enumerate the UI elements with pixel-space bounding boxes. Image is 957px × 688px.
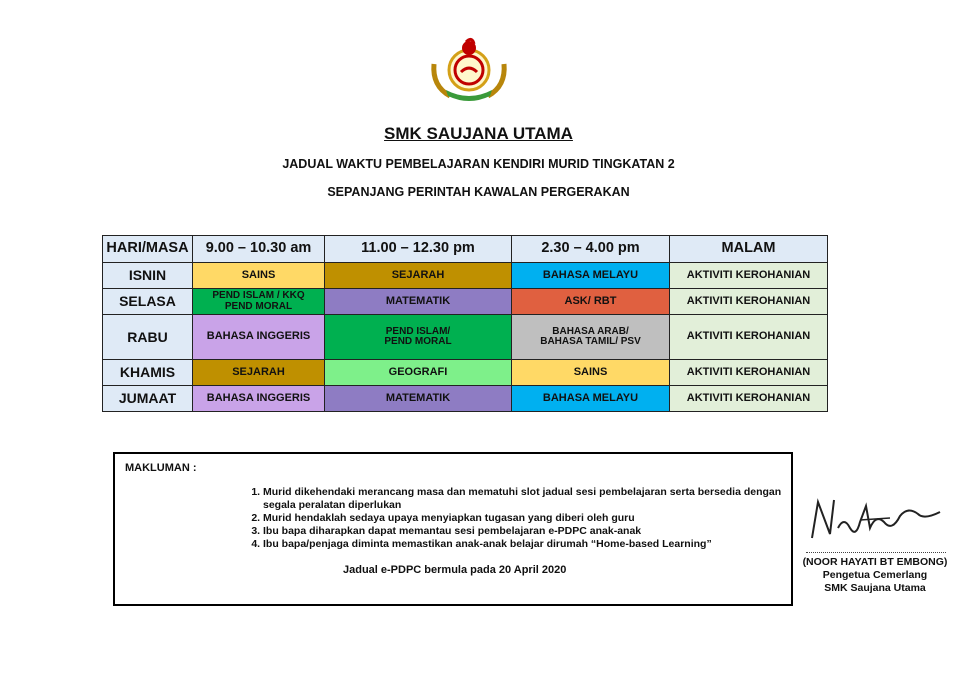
timetable-row xyxy=(103,360,828,386)
subject-cell xyxy=(193,360,325,386)
subject-cell xyxy=(512,289,670,315)
signatory-block xyxy=(795,556,955,595)
day-cell: JUMAAT xyxy=(103,386,193,412)
subject-cell xyxy=(325,263,512,289)
subject-cell xyxy=(670,386,828,412)
notice-item: 4. Ibu bapa/penjaga diminta memastikan anak-anak belajar dirumah “Home-based Learning” xyxy=(263,538,783,551)
principal-signature xyxy=(800,488,948,548)
notice-item: 3. Ibu bapa diharapkan dapat memantau sesi pembelajaran e-PDPC anak-anak xyxy=(263,525,783,538)
timetable-body xyxy=(103,263,828,412)
notice-box xyxy=(113,452,793,606)
subject-label: BAHASA INGGERIS xyxy=(206,391,311,404)
subject-label: ASK/ RBT xyxy=(564,294,617,307)
subject-label: BAHASA MELAYU xyxy=(542,268,639,281)
subject-label: GEOGRAFI xyxy=(388,365,448,378)
subject-cell xyxy=(670,263,828,289)
subject-cell xyxy=(670,315,828,360)
subject-label: AKTIVITI KEROHANIAN xyxy=(686,330,811,343)
day-cell: ISNIN xyxy=(103,263,193,289)
signatory-title: Pengetua Cemerlang xyxy=(822,569,928,581)
notice-title: MAKLUMAN : xyxy=(125,462,197,474)
subject-cell xyxy=(325,360,512,386)
subject-cell xyxy=(325,315,512,360)
subject-cell xyxy=(512,360,670,386)
subject-cell xyxy=(193,263,325,289)
day-cell: KHAMIS xyxy=(103,360,193,386)
subject-label: BAHASA INGGERIS xyxy=(206,330,311,343)
subject-label: SAINS xyxy=(573,365,608,378)
timetable xyxy=(102,235,828,412)
signature-line xyxy=(806,552,946,553)
subject-label: PEND ISLAM / KKQ xyxy=(212,290,305,301)
header-day-time: HARI/MASA xyxy=(103,236,193,263)
subject-cell xyxy=(670,289,828,315)
subject-cell xyxy=(670,360,828,386)
notice-item: 1. Murid dikehendaki merancang masa dan mematuhi slot jadual sesi pembelajaran serta bersedia dengan segala peralatan diperlukan xyxy=(263,486,783,512)
timetable-row xyxy=(103,289,828,315)
subject-cell xyxy=(512,315,670,360)
notice-item: 2. Murid hendaklah sedaya upaya menyiapkan tugasan yang diberi oleh guru xyxy=(263,512,783,525)
day-cell: RABU xyxy=(103,315,193,360)
subject-label: BAHASA MELAYU xyxy=(542,391,639,404)
subject-label: PEND MORAL xyxy=(224,300,293,312)
header-slot-2: 11.00 – 12.30 pm xyxy=(325,236,512,263)
signatory-name: (NOOR HAYATI BT EMBONG) xyxy=(802,556,948,568)
subject-label: BAHASA TAMIL/ PSV xyxy=(540,336,641,347)
subject-cell xyxy=(512,263,670,289)
timetable-header-row xyxy=(103,236,828,263)
subject-cell xyxy=(193,289,325,315)
subject-label: PEND ISLAM/ xyxy=(385,325,451,337)
header-slot-3: 2.30 – 4.00 pm xyxy=(512,236,670,263)
header-slot-1: 9.00 – 10.30 am xyxy=(193,236,325,263)
notice-list xyxy=(239,486,783,551)
subject-label: SEJARAH xyxy=(232,365,285,378)
timetable-row xyxy=(103,315,828,360)
subject-cell xyxy=(193,315,325,360)
subject-label: AKTIVITI KEROHANIAN xyxy=(686,268,811,281)
subject-label: SAINS xyxy=(241,268,276,281)
day-cell: SELASA xyxy=(103,289,193,315)
header-slot-night: MALAM xyxy=(670,236,828,263)
subject-cell xyxy=(512,386,670,412)
subject-label: PEND MORAL xyxy=(384,336,452,347)
timetable-row xyxy=(103,386,828,412)
subject-label: AKTIVITI KEROHANIAN xyxy=(686,294,811,307)
subject-cell xyxy=(193,386,325,412)
subject-label: SEJARAH xyxy=(391,268,445,281)
subject-label: BAHASA ARAB/ xyxy=(552,325,629,337)
subject-cell xyxy=(325,289,512,315)
subject-label: MATEMATIK xyxy=(385,294,451,307)
notice-start-date: Jadual e-PDPC bermula pada 20 April 2020 xyxy=(343,564,567,576)
school-crest-logo xyxy=(428,34,510,104)
subject-label: MATEMATIK xyxy=(385,391,451,404)
timetable-title: JADUAL WAKTU PEMBELAJARAN KENDIRI MURID TINGKATAN 2 xyxy=(282,157,675,171)
signatory-school: SMK Saujana Utama xyxy=(824,582,926,594)
timetable-subtitle: SEPANJANG PERINTAH KAWALAN PERGERAKAN xyxy=(327,185,630,199)
subject-label: AKTIVITI KEROHANIAN xyxy=(686,365,811,378)
subject-label: AKTIVITI KEROHANIAN xyxy=(686,391,811,404)
school-name: SMK SAUJANA UTAMA xyxy=(384,124,573,143)
timetable-row xyxy=(103,263,828,289)
subject-cell xyxy=(325,386,512,412)
